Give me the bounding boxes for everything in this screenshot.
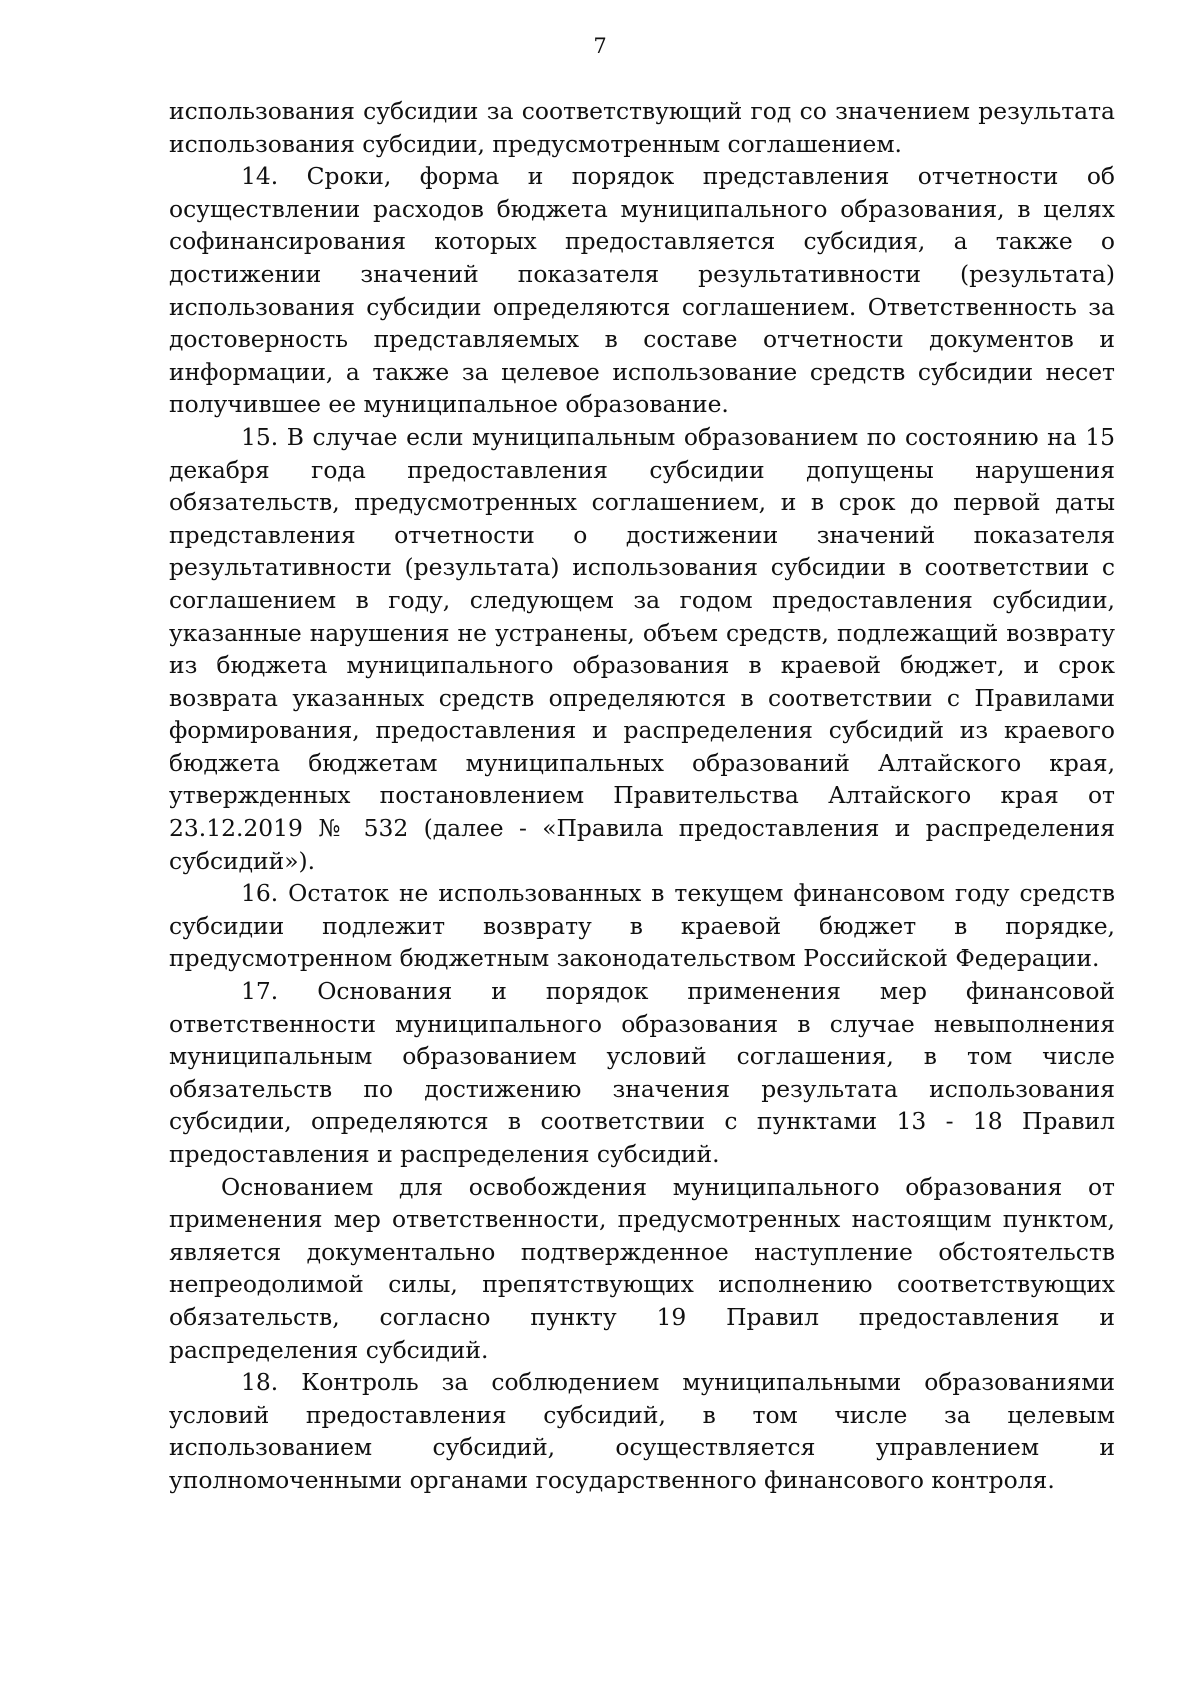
paragraph-item-17: 17. Основания и порядок применения мер финансовой ответственности муниципального образования в случае невыполнения муниципальным образованием условий соглашения, в том числе обязательств по достижению значения результата использования субсидии, определяются в соответствии с пунктами 13 - 18 Правил предоставления и распределения субсидий.: [169, 977, 1115, 1168]
paragraph-item-18: 18. Контроль за соблюдением муниципальными образованиями условий предоставления субсидий, в том числе за целевым использованием субсидий, осуществляется управлением и уполномоченными органами государственного финансового контроля.: [169, 1368, 1115, 1494]
paragraph-continuation: использования субсидии за соответствующий год со значением результата использования субсидии, предусмотренным соглашением.: [169, 97, 1115, 158]
paragraph-item-14: 14. Сроки, форма и порядок представления отчетности об осуществлении расходов бюджета муниципального образования, в целях софинансирования которых предоставляется субсидия, а также о достижении значений показателя результативности (результата) использования субсидии определяются соглашением. Ответственность за достоверность представляемых в составе отчетности документов и информации, а также за целевое использование средств субсидии несет получившее ее муниципальное образование.: [169, 162, 1115, 419]
paragraph-item-17-exemption: Основанием для освобождения муниципального образования от применения мер ответственности, предусмотренных настоящим пунктом, является документально подтвержденное наступление обстоятельств непреодолимой силы, препятствующих исполнению соответствующих обязательств, согласно пункту 19 Правил предоставления и распределения субсидий.: [169, 1172, 1115, 1364]
document-body: [169, 95, 1115, 1497]
page-number: 7: [593, 34, 607, 58]
paragraph-item-15: 15. В случае если муниципальным образованием по состоянию на 15 декабря года предоставления субсидии допущены нарушения обязательств, предусмотренных соглашением, и в срок до первой даты представления отчетности о достижении значений показателя результативности (результата) использования субсидии в соответствии с соглашением в году, следующем за годом предоставления субсидии, указанные нарушения не устранены, объем средств, подлежащий возврату из бюджета муниципального образования в краевой бюджет, и срок возврата указанных средств определяются в соответствии с Правилами формирования, предоставления и распределения субсидий из краевого бюджета бюджетам муниципальных образований Алтайского края, утвержденных постановлением Правительства Алтайского края от 23.12.2019 № 532 (далее - «Правила предоставления и распределения субсидий»).: [169, 422, 1115, 875]
paragraph-item-16: 16. Остаток не использованных в текущем финансовом году средств субсидии подлежит возврату в краевой бюджет в порядке, предусмотренном бюджетным законодательством Российской Федерации.: [169, 879, 1115, 973]
